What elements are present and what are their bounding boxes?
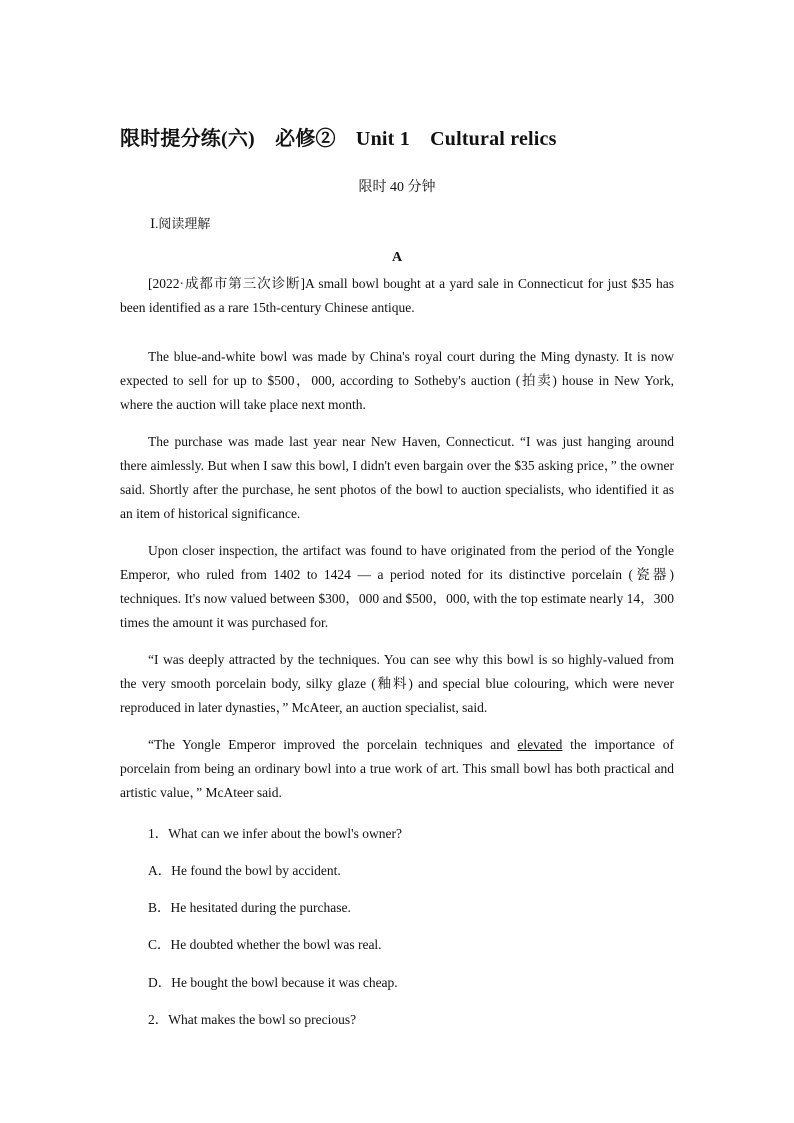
question-2: 2．What makes the bowl so precious? <box>148 1012 357 1027</box>
question-1: 1．What can we infer about the bowl's owner? <box>148 826 402 841</box>
question-1-option-b: B．He hesitated during the purchase. <box>148 900 351 915</box>
question-1-option-d: D．He bought the bowl because it was cheap. <box>148 975 398 990</box>
question-1-option-a: A．He found the bowl by accident. <box>148 863 341 878</box>
passage-paragraph-5: “I was deeply attracted by the techniques. You can see why this bowl is so highly-valued from the very smooth porcelain body, silky glaze (釉料) and special blue colouring, which were never reproduced in later dynasties，” McAteer, an auction specialist, said. <box>120 652 674 715</box>
passage-paragraph-6 <box>120 733 674 805</box>
paragraph-6-text-end: the importance of porcelain from being an ordinary bowl into a true work of art. This small bowl has both practical and artistic value，” McAteer said. <box>120 737 675 800</box>
paragraph-6-text-start: “The Yongle Emperor improved the porcelain techniques and <box>148 737 518 752</box>
underlined-word: elevated <box>517 737 563 752</box>
time-limit-label: 限时 40 分钟 <box>358 180 436 195</box>
passage-paragraph-3: The purchase was made last year near New Haven, Connecticut. “I was just hanging around there aimlessly. But when I saw this bowl, I didn't even bargain over the $35 asking price，” the owner said. Shortly after the purchase, he sent photos of the bowl to auction specialists, who identified it as an item of historical significance. <box>120 434 674 521</box>
passage-paragraph-4: Upon closer inspection, the artifact was found to have originated from the period of the Yongle Emperor, who ruled from 1402 to 1424 — a period noted for its distinctive porcelain (瓷器) techniques. It's now valued between $300，000 and $500，000, with the top estimate nearly 14，300 times the amount it was purchased for. <box>120 543 674 630</box>
passage-paragraph-2: The blue-and-white bowl was made by China's royal court during the Ming dynasty. It is now expected to sell for up to $500，000, according to Sotheby's auction (拍卖) house in New York, where the auction will take place next month. <box>120 349 674 412</box>
question-1-option-c: C．He doubted whether the bowl was real. <box>148 937 382 952</box>
passage-paragraph-1: [2022·成都市第三次诊断]A small bowl bought at a yard sale in Connecticut for just $35 has been identified as a rare 15th-century Chinese antique. <box>120 276 674 315</box>
part-letter: A <box>391 250 403 265</box>
page-title: 限时提分练(六) 必修② Unit 1 Cultural relics <box>120 128 557 150</box>
section-heading: Ⅰ.阅读理解 <box>150 216 211 231</box>
